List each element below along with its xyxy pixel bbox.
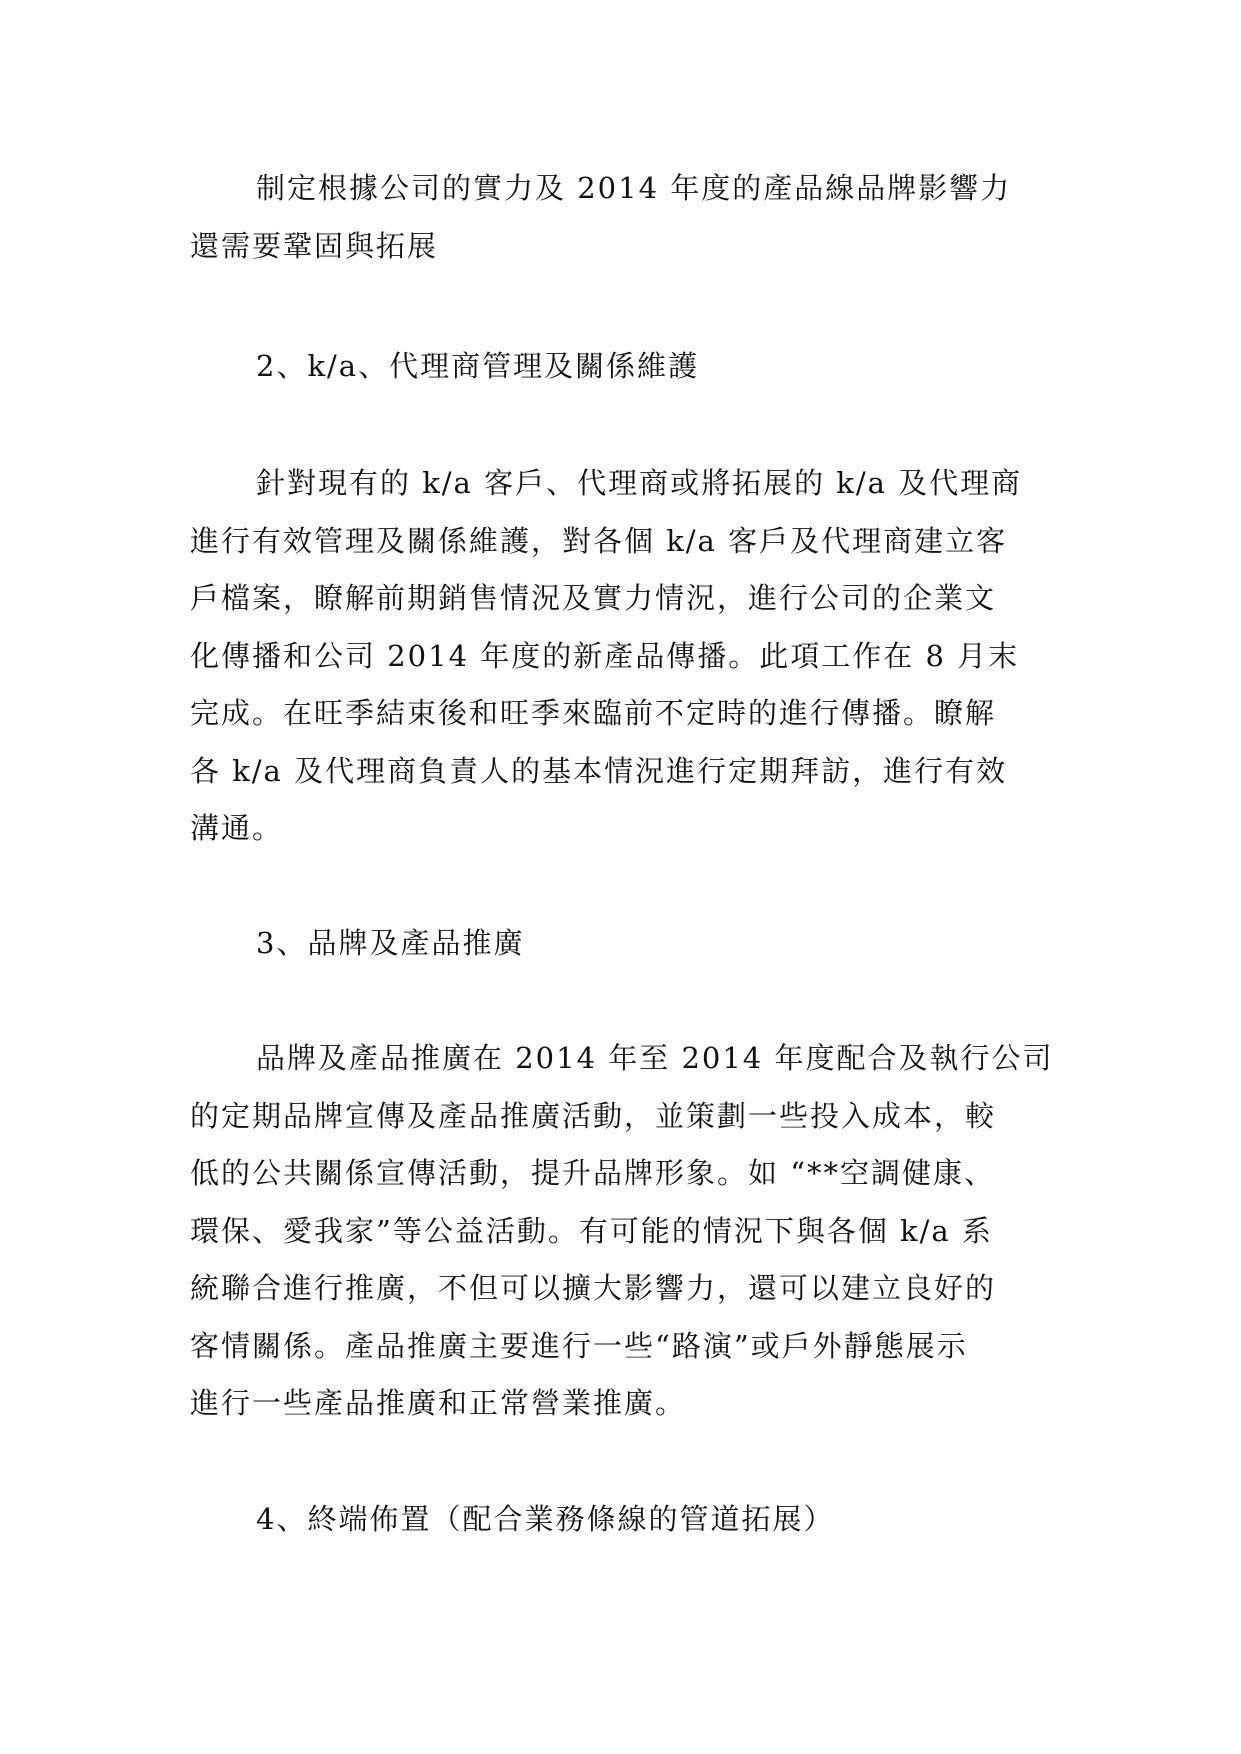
- paragraph-intro: [190, 160, 1060, 275]
- section-heading-2: [190, 338, 1060, 396]
- text-line: 進行一些產品推廣和正常營業推廣。: [190, 1386, 687, 1420]
- text-line: 還需要鞏固與拓展: [190, 228, 439, 263]
- text-line: 戶檔案，瞭解前期銷售情況及實力情況，進行公司的企業文: [190, 581, 997, 615]
- heading-text: 3、品牌及產品推廣: [256, 926, 525, 960]
- section-heading-4: [190, 1491, 1060, 1549]
- heading-text: 2、k/a、代理商管理及關係維護: [256, 349, 700, 383]
- text-line: 針對現有的 k/a 客戶、代理商或將拓展的 k/a 及代理商: [256, 466, 1023, 500]
- heading-text: 4、終端佈置（配合業務條線的管道拓展）: [256, 1502, 835, 1536]
- text-line: 低的公共關係宣傳活動，提升品牌形象。如 “**空調健康、: [190, 1156, 996, 1190]
- text-line: 統聯合進行推廣，不但可以擴大影響力，還可以建立良好的: [190, 1271, 997, 1305]
- text-line: 進行有效管理及關係維護，對各個 k/a 客戶及代理商建立客: [190, 523, 1008, 558]
- text-line: 化傳播和公司 2014 年度的新產品傳播。此項工作在 8 月末: [190, 638, 1020, 673]
- paragraph-ka-management: [190, 455, 1060, 858]
- section-heading-3: [190, 915, 1060, 973]
- text-line: 制定根據公司的實力及 2014 年度的產品線品牌影響力: [256, 171, 1012, 205]
- text-line: 溝通。: [190, 811, 284, 845]
- text-line: 各 k/a 及代理商負責人的基本情況進行定期拜訪，進行有效: [190, 753, 1008, 788]
- text-line: 品牌及產品推廣在 2014 年至 2014 年度配合及執行公司: [256, 1041, 1054, 1075]
- text-line: 的定期品牌宣傳及產品推廣活動，並策劃一些投入成本，較: [190, 1098, 997, 1133]
- paragraph-brand-promotion: [190, 1030, 1060, 1433]
- text-line: 環保、愛我家”等公益活動。有可能的情況下與各個 k/a 系: [190, 1213, 993, 1248]
- text-line: 完成。在旺季結束後和旺季來臨前不定時的進行傳播。瞭解: [190, 696, 997, 730]
- text-line: 客情關係。產品推廣主要進行一些“路演”或戶外靜態展示: [190, 1328, 968, 1363]
